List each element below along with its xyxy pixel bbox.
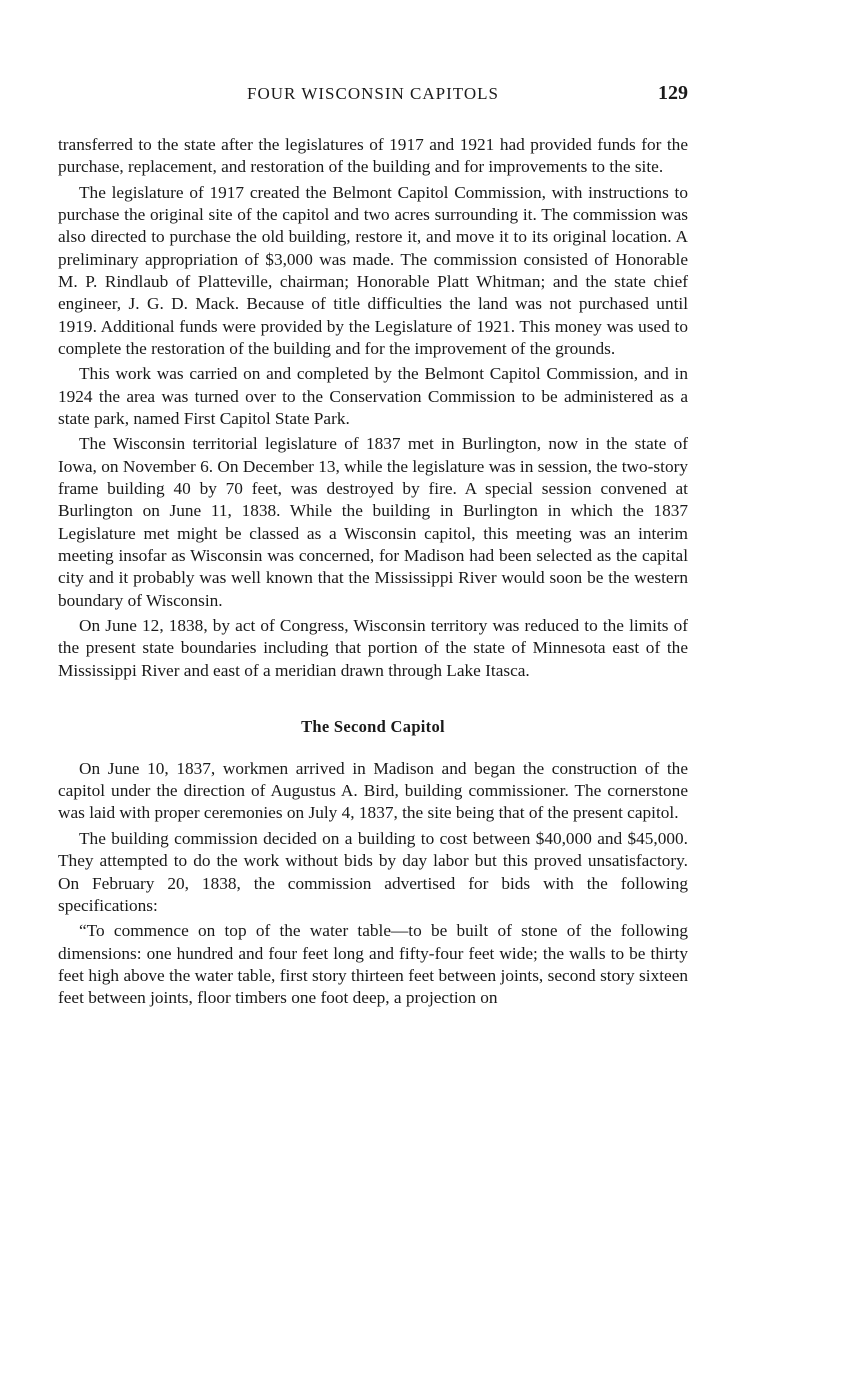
running-header: [58, 82, 688, 110]
book-page: [58, 82, 688, 1013]
paragraph: On June 12, 1838, by act of Congress, Wisconsin territory was reduced to the limits of the present state boundaries including that portion of the state of Minnesota east of the Mississippi River and east of a meridian drawn through Lake Itasca.: [58, 615, 688, 680]
running-title: FOUR WISCONSIN CAPITOLS: [247, 84, 499, 103]
paragraph: This work was carried on and completed by the Belmont Capitol Commission, and in 1924 the area was turned over to the Conservation Commission to be administered as a state park, named First Capitol State Park.: [58, 364, 688, 428]
paragraph: The Wisconsin territorial legislature of 1837 met in Burlington, now in the state of Iowa, on November 6. On December 13, while the legislature was in session, the two-story frame building 40 by 70 feet, was destroyed by fire. A special session convened at Burlington on June 11, 1838. While the building in Burlington in which the 1837 Legislature met might be classed as a Wisconsin capitol, this meeting was an interim meeting insofar as Wisconsin was concerned, for Madison had been selected as the capital city and it probably was well known that the Mississippi River would soon be the western boundary of Wisconsin.: [58, 434, 688, 610]
paragraph: The legislature of 1917 created the Belmont Capitol Commission, with instructions to purchase the original site of the capitol and two acres surrounding it. The commission was also directed to purchase the old building, restore it, and move it to its original location. A preliminary appropriation of $3,000 was made. The commission consisted of Honorable M. P. Rindlaub of Platteville, chairman; Honorable Platt Whitman; and the state chief engineer, J. G. D. Mack. Because of title difficulties the land was not purchased until 1919. Additional funds were provided by the Legislature of 1921. This money was used to complete the restoration of the building and for the improvement of the grounds.: [58, 182, 688, 358]
section-heading: The Second Capitol: [301, 716, 445, 736]
paragraph: The building commission decided on a building to cost between $40,000 and $45,000. They attempted to do the work without bids by day labor but this proved unsatisfactory. On February 20, 1838, the commission advertised for bids with the following specifications:: [58, 828, 688, 915]
paragraph: On June 10, 1837, workmen arrived in Madison and began the construction of the capitol under the direction of Augustus A. Bird, building commissioner. The cornerstone was laid with proper ceremonies on July 4, 1837, the site being that of the present capitol.: [58, 758, 688, 823]
page-number: 129: [658, 82, 688, 104]
paragraph: transferred to the state after the legislatures of 1917 and 1921 had provided funds for the purchase, replacement, and restoration of the building and for improvements to the site.: [58, 135, 688, 177]
paragraph: “To commence on top of the water table—to be built of stone of the following dimensions: one hundred and four feet long and fifty-four feet wide; the walls to be thirty feet high above the water table, first story thirteen feet between joints, second story sixteen feet between joints, floor timbers one foot deep, a projection on: [58, 921, 688, 1008]
